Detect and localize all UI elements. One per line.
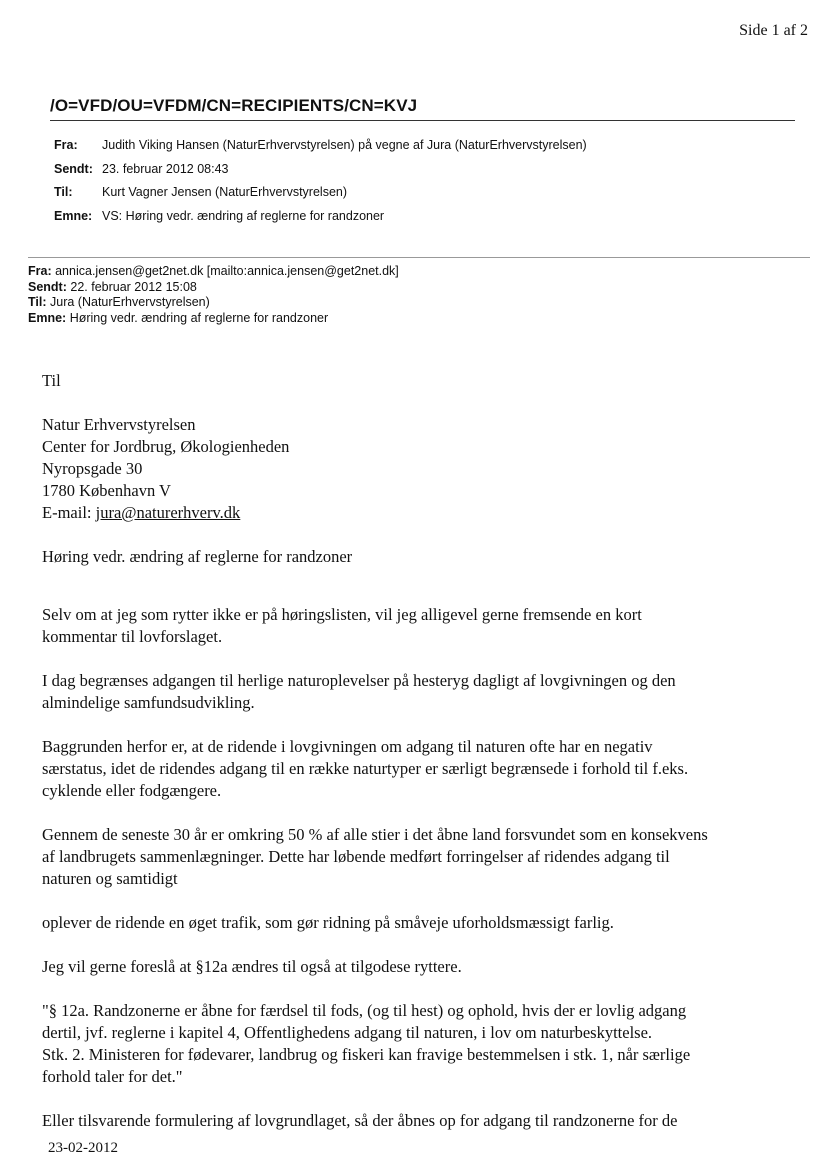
outer-subject-value: VS: Høring vedr. ændring af reglerne for randzoner bbox=[102, 208, 385, 223]
quote-line: forhold taler for det." bbox=[42, 1067, 183, 1086]
inner-sent-label: Sendt: bbox=[28, 279, 67, 294]
quote-line: Stk. 2. Ministeren for fødevarer, landbrug og fiskeri kan fravige bestemmelsen i stk. 1, når særlige bbox=[42, 1045, 691, 1064]
inner-from-value: annica.jensen@get2net.dk [mailto:annica.jensen@get2net.dk] bbox=[55, 264, 399, 278]
outer-to-row bbox=[54, 181, 587, 205]
outer-sent-value: 23. februar 2012 08:43 bbox=[102, 161, 229, 176]
paragraph-line: cyklende eller fodgængere. bbox=[42, 781, 222, 800]
paragraph-line: Selv om at jeg som rytter ikke er på høringslisten, vil jeg alligevel gerne fremsende en kort bbox=[42, 605, 642, 624]
header-rule bbox=[50, 120, 795, 121]
outer-sent-row bbox=[54, 158, 587, 182]
paragraph-line: Baggrunden herfor er, at de ridende i lovgivningen om adgang til naturen ofte har en negativ bbox=[42, 737, 653, 756]
outer-email-meta bbox=[54, 134, 587, 228]
inner-to-row bbox=[28, 295, 399, 311]
outer-subject-row bbox=[54, 205, 587, 229]
email-link[interactable]: jura@naturerhverv.dk bbox=[95, 503, 241, 522]
paragraph-line: særstatus, idet de ridendes adgang til en række naturtyper er særligt begrænsede i forhold til f.eks. bbox=[42, 759, 689, 778]
outer-to-label: Til: bbox=[54, 185, 73, 199]
email-line bbox=[42, 502, 812, 524]
inner-to-value: Jura (NaturErhvervstyrelsen) bbox=[50, 295, 210, 309]
inner-sent-row bbox=[28, 280, 399, 296]
address-line: Nyropsgade 30 bbox=[42, 459, 143, 478]
paragraph-line: Jeg vil gerne foreslå at §12a ændres til også at tilgodese ryttere. bbox=[42, 957, 462, 976]
inner-subject-row bbox=[28, 311, 399, 327]
paragraph-line: oplever de ridende en øget trafik, som gør ridning på småveje uforholdsmæssigt farlig. bbox=[42, 913, 614, 932]
outer-from-row bbox=[54, 134, 587, 158]
inner-subject-value: Høring vedr. ændring af reglerne for randzoner bbox=[69, 310, 329, 325]
inner-to-label: Til: bbox=[28, 295, 47, 309]
outer-subject-label: Emne: bbox=[54, 208, 93, 223]
paragraph-line: af landbrugets sammenlægninger. Dette har løbende medført forringelser af ridendes adgang til bbox=[42, 847, 670, 866]
paragraph-line: Gennem de seneste 30 år er omkring 50 % af alle stier i det åbne land forsvundet som en konsekvens bbox=[42, 825, 708, 844]
paragraph-line: almindelige samfundsudvikling. bbox=[42, 693, 255, 712]
footer-date: 23-02-2012 bbox=[48, 1140, 118, 1156]
address-line: 1780 København V bbox=[42, 481, 171, 500]
forward-divider bbox=[28, 257, 810, 258]
quote-line: dertil, jvf. reglerne i kapitel 4, Offentlighedens adgang til naturen, i lov om naturbeskyttelse. bbox=[42, 1023, 653, 1042]
outer-sent-label: Sendt: bbox=[54, 161, 93, 176]
outer-to-value: Kurt Vagner Jensen (NaturErhvervstyrelsen) bbox=[102, 185, 348, 199]
email-prefix: E-mail: bbox=[42, 503, 96, 522]
inner-sent-value: 22. februar 2012 15:08 bbox=[70, 279, 197, 294]
salutation: Til bbox=[42, 371, 61, 390]
address-line: Natur Erhvervstyrelsen bbox=[42, 415, 196, 434]
recipient-header: /O=VFD/OU=VFDM/CN=RECIPIENTS/CN=KVJ bbox=[50, 96, 418, 115]
outer-from-label: Fra: bbox=[54, 138, 78, 152]
letter-body bbox=[42, 370, 812, 1132]
paragraph-line: Eller tilsvarende formulering af lovgrundlaget, så der åbnes op for adgang til randzonerne for de bbox=[42, 1111, 678, 1130]
page-number: Side 1 af 2 bbox=[739, 22, 808, 39]
paragraph-line: naturen og samtidigt bbox=[42, 869, 178, 888]
address-line: Center for Jordbrug, Økologienheden bbox=[42, 437, 290, 456]
outer-from-value: Judith Viking Hansen (NaturErhvervstyrelsen) på vegne af Jura (NaturErhvervstyrelsen) bbox=[102, 138, 587, 152]
inner-email-meta bbox=[28, 264, 399, 326]
inner-from-label: Fra: bbox=[28, 264, 52, 278]
inner-subject-label: Emne: bbox=[28, 310, 67, 325]
paragraph-line: I dag begrænses adgangen til herlige naturoplevelser på hesteryg dagligt af lovgivningen og den bbox=[42, 671, 676, 690]
quote-line: "§ 12a. Randzonerne er åbne for færdsel til fods, (og til hest) og ophold, hvis der er lovlig adgang bbox=[42, 1001, 687, 1020]
paragraph-line: kommentar til lovforslaget. bbox=[42, 627, 223, 646]
letter-subject: Høring vedr. ændring af reglerne for randzoner bbox=[42, 547, 353, 566]
inner-from-row bbox=[28, 264, 399, 280]
